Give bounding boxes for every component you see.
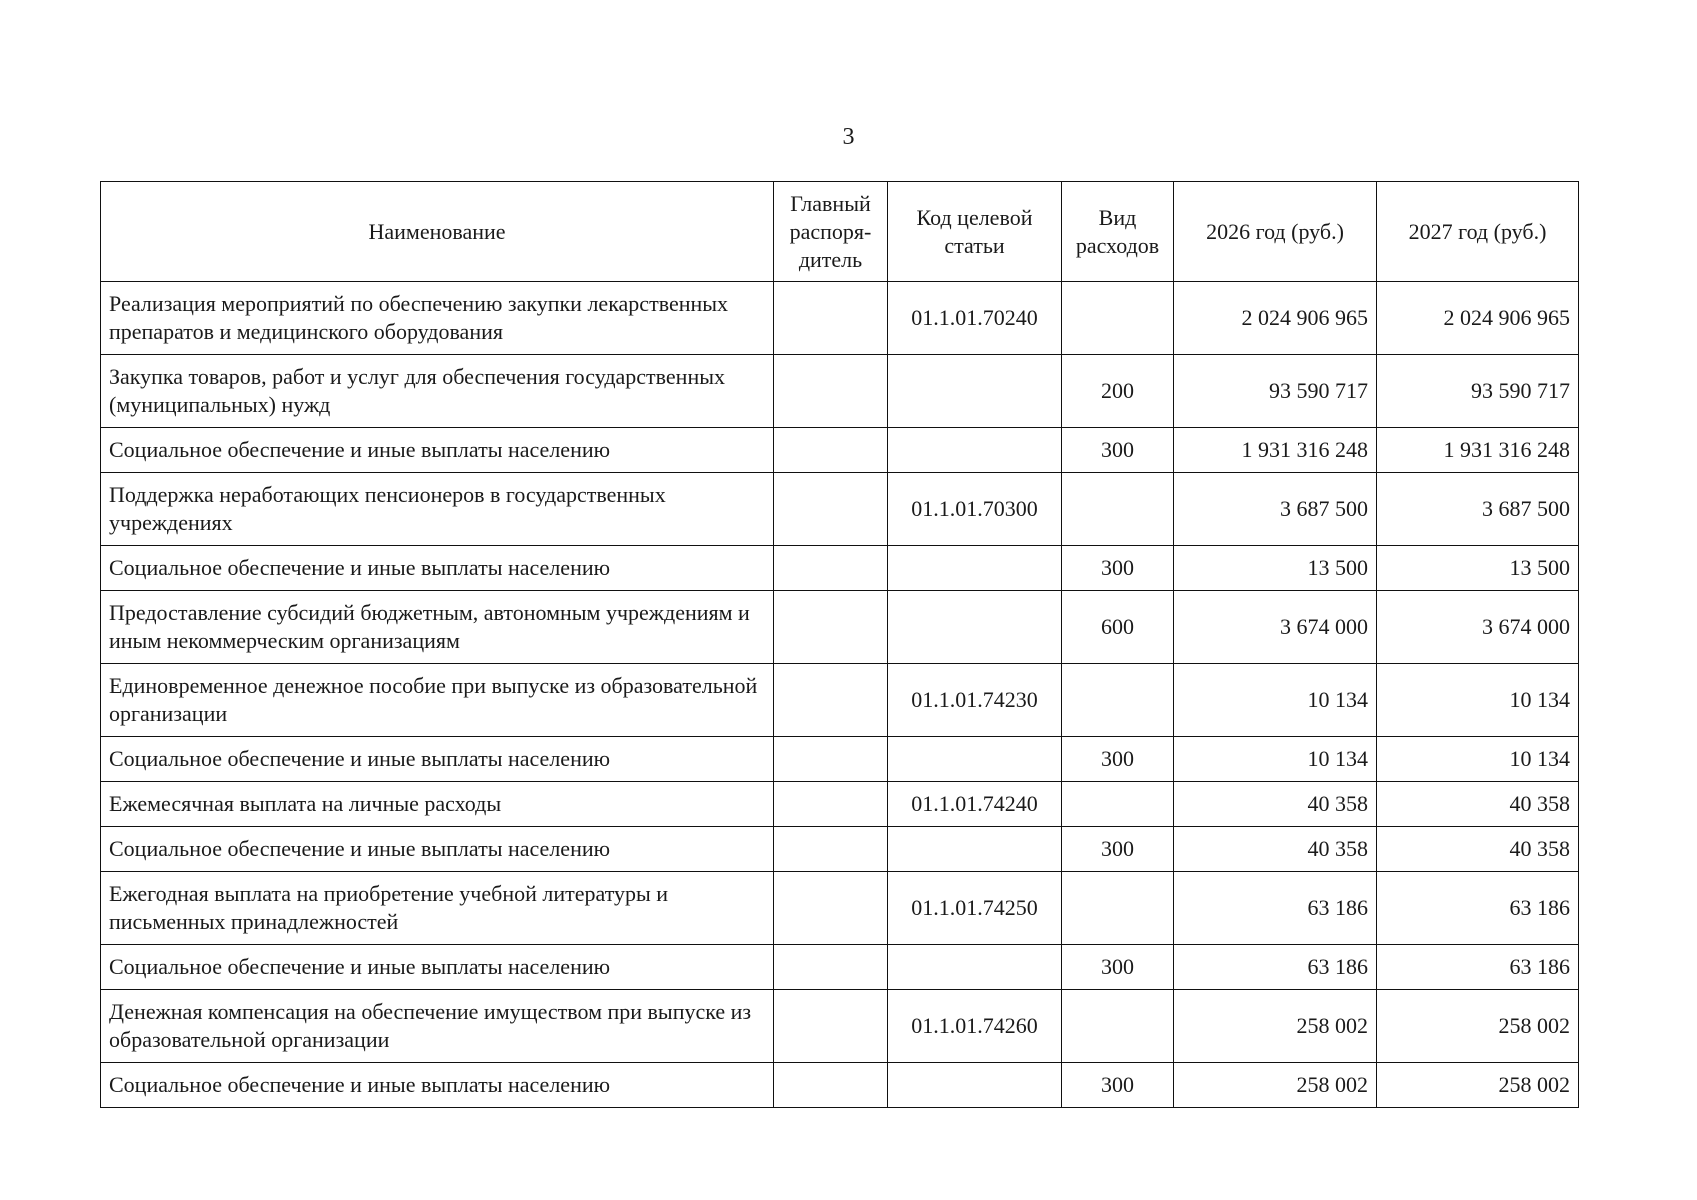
row-2027: 2 024 906 965: [1377, 282, 1579, 355]
row-administrator: [774, 827, 888, 872]
budget-table: [100, 181, 1579, 1108]
row-code: [888, 945, 1062, 990]
row-type: 300: [1062, 428, 1174, 473]
row-name: Социальное обеспечение и иные выплаты населению: [101, 827, 774, 872]
page-number: 3: [842, 124, 855, 150]
row-type: 600: [1062, 591, 1174, 664]
row-name: Ежемесячная выплата на личные расходы: [101, 782, 774, 827]
row-2026: 258 002: [1174, 990, 1377, 1063]
table-row: [101, 546, 1579, 591]
table-row: [101, 782, 1579, 827]
row-administrator: [774, 546, 888, 591]
table-row: [101, 664, 1579, 737]
table-row: [101, 945, 1579, 990]
row-administrator: [774, 664, 888, 737]
row-2027: 1 931 316 248: [1377, 428, 1579, 473]
row-2027: 63 186: [1377, 945, 1579, 990]
row-type: [1062, 990, 1174, 1063]
row-2027: 10 134: [1377, 737, 1579, 782]
row-code: [888, 546, 1062, 591]
row-2027: 3 687 500: [1377, 473, 1579, 546]
row-code: [888, 827, 1062, 872]
row-2026: 63 186: [1174, 872, 1377, 945]
row-2026: 3 687 500: [1174, 473, 1377, 546]
row-name: Предоставление субсидий бюджетным, автономным учреждениям и иным некоммерческим организациям: [101, 591, 774, 664]
row-name: Закупка товаров, работ и услуг для обеспечения государственных (муниципальных) нужд: [101, 355, 774, 428]
row-name: Социальное обеспечение и иные выплаты населению: [101, 1063, 774, 1108]
row-2027: 40 358: [1377, 782, 1579, 827]
row-administrator: [774, 428, 888, 473]
row-code: [888, 355, 1062, 428]
row-2026: 10 134: [1174, 737, 1377, 782]
row-administrator: [774, 473, 888, 546]
header-administrator: Главный распоря-дитель: [774, 182, 888, 282]
row-2027: 258 002: [1377, 1063, 1579, 1108]
row-2026: 40 358: [1174, 827, 1377, 872]
table-row: [101, 1063, 1579, 1108]
row-name: Социальное обеспечение и иные выплаты населению: [101, 737, 774, 782]
row-name: Реализация мероприятий по обеспечению закупки лекарственных препаратов и медицинского оборудования: [101, 282, 774, 355]
row-type: [1062, 282, 1174, 355]
row-type: [1062, 664, 1174, 737]
row-type: 300: [1062, 1063, 1174, 1108]
row-name: Социальное обеспечение и иные выплаты населению: [101, 428, 774, 473]
row-administrator: [774, 945, 888, 990]
row-type: 200: [1062, 355, 1174, 428]
row-2026: 10 134: [1174, 664, 1377, 737]
header-expense-type: Вид расходов: [1062, 182, 1174, 282]
row-type: 300: [1062, 546, 1174, 591]
table-row: [101, 428, 1579, 473]
row-2026: 63 186: [1174, 945, 1377, 990]
row-type: [1062, 782, 1174, 827]
row-code: [888, 428, 1062, 473]
row-code: 01.1.01.74250: [888, 872, 1062, 945]
table-row: [101, 282, 1579, 355]
row-2027: 13 500: [1377, 546, 1579, 591]
row-type: [1062, 872, 1174, 945]
header-name: Наименование: [101, 182, 774, 282]
row-code: [888, 737, 1062, 782]
row-code: 01.1.01.74240: [888, 782, 1062, 827]
row-code: 01.1.01.74260: [888, 990, 1062, 1063]
row-2027: 3 674 000: [1377, 591, 1579, 664]
row-administrator: [774, 282, 888, 355]
row-2026: 258 002: [1174, 1063, 1377, 1108]
row-2027: 93 590 717: [1377, 355, 1579, 428]
row-administrator: [774, 355, 888, 428]
row-type: 300: [1062, 827, 1174, 872]
header-year-2027: 2027 год (руб.): [1377, 182, 1579, 282]
row-code: 01.1.01.70240: [888, 282, 1062, 355]
row-administrator: [774, 990, 888, 1063]
row-code: [888, 591, 1062, 664]
row-2027: 63 186: [1377, 872, 1579, 945]
row-code: 01.1.01.74230: [888, 664, 1062, 737]
row-name: Социальное обеспечение и иные выплаты населению: [101, 945, 774, 990]
table-row: [101, 591, 1579, 664]
row-type: 300: [1062, 737, 1174, 782]
row-name: Ежегодная выплата на приобретение учебной литературы и письменных принадлежностей: [101, 872, 774, 945]
row-administrator: [774, 591, 888, 664]
row-code: 01.1.01.70300: [888, 473, 1062, 546]
row-name: Социальное обеспечение и иные выплаты населению: [101, 546, 774, 591]
row-type: 300: [1062, 945, 1174, 990]
table-row: [101, 737, 1579, 782]
row-2026: 2 024 906 965: [1174, 282, 1377, 355]
row-administrator: [774, 872, 888, 945]
row-type: [1062, 473, 1174, 546]
row-administrator: [774, 782, 888, 827]
header-target-code: Код целевой статьи: [888, 182, 1062, 282]
table-row: [101, 473, 1579, 546]
header-year-2026: 2026 год (руб.): [1174, 182, 1377, 282]
row-administrator: [774, 1063, 888, 1108]
row-2027: 40 358: [1377, 827, 1579, 872]
row-2026: 1 931 316 248: [1174, 428, 1377, 473]
table-row: [101, 872, 1579, 945]
row-code: [888, 1063, 1062, 1108]
table-row: [101, 990, 1579, 1063]
row-2026: 13 500: [1174, 546, 1377, 591]
table-row: [101, 355, 1579, 428]
row-2026: 3 674 000: [1174, 591, 1377, 664]
row-name: Единовременное денежное пособие при выпуске из образовательной организации: [101, 664, 774, 737]
row-2026: 40 358: [1174, 782, 1377, 827]
row-name: Денежная компенсация на обеспечение имуществом при выпуске из образовательной организации: [101, 990, 774, 1063]
row-name: Поддержка неработающих пенсионеров в государственных учреждениях: [101, 473, 774, 546]
table-header-row: [101, 182, 1579, 282]
table-row: [101, 827, 1579, 872]
row-2027: 258 002: [1377, 990, 1579, 1063]
row-2027: 10 134: [1377, 664, 1579, 737]
row-administrator: [774, 737, 888, 782]
row-2026: 93 590 717: [1174, 355, 1377, 428]
